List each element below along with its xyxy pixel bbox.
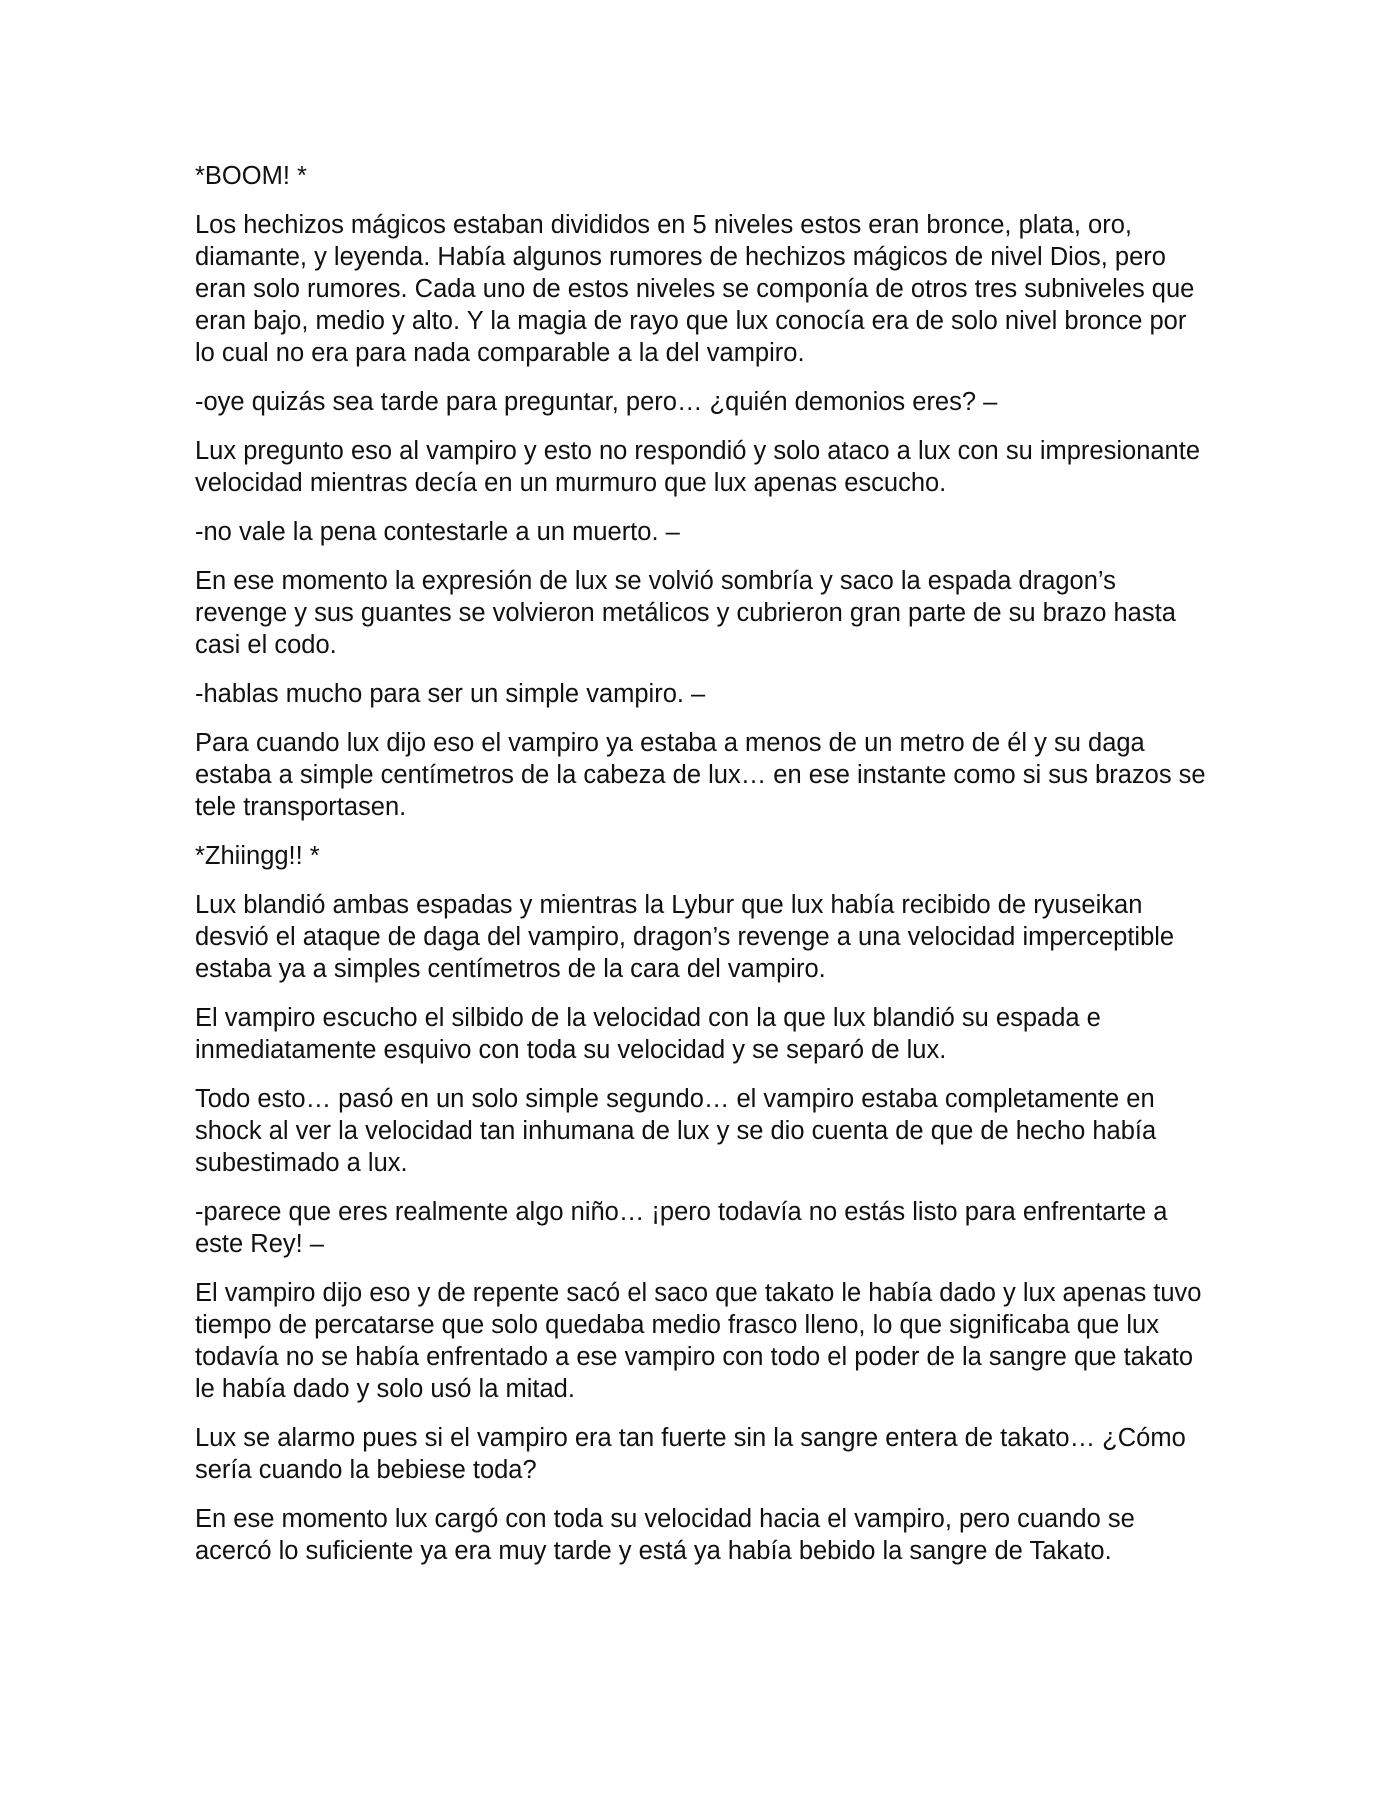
paragraph-dialogue-vampire: -no vale la pena contestarle a un muerto. – bbox=[195, 518, 680, 546]
paragraph-dialogue-king: -parece que eres realmente algo niño… ¡pero todavía no estás listo para enfrentarte a este Rey! – bbox=[195, 1198, 1168, 1258]
paragraph-lux-swords: Lux blandió ambas espadas y mientras la Lybur que lux había recibido de ryuseikan desvió el ataque de daga del vampiro, dragon’s revenge a una velocidad imperceptible estaba ya a simples centímetros de la cara del vampiro. bbox=[195, 891, 1175, 983]
paragraph-sound-effect-zhiingg: *Zhiingg!! * bbox=[195, 842, 320, 870]
paragraph-lux-alarmed: Lux se alarmo pues si el vampiro era tan fuerte sin la sangre entera de takato… ¿Cómo sería cuando la bebiese toda? bbox=[195, 1424, 1186, 1484]
paragraph-lux-charge: En ese momento lux cargó con toda su velocidad hacia el vampiro, pero cuando se acercó lo suficiente ya era muy tarde y está ya había bebido la sangre de Takato. bbox=[195, 1505, 1135, 1565]
paragraph-vampire-attack: Lux pregunto eso al vampiro y esto no respondió y solo ataco a lux con su impresionante velocidad mientras decía en un murmuro que lux apenas escucho. bbox=[195, 437, 1201, 497]
paragraph-one-second: Todo esto… pasó en un solo simple segundo… el vampiro estaba completamente en shock al ver la velocidad tan inhumana de lux y se dio cuenta de que de hecho había subestimado a lux. bbox=[195, 1085, 1157, 1177]
paragraph-lux-sword: En ese momento la expresión de lux se volvió sombría y saco la espada dragon’s revenge y sus guantes se volvieron metálicos y cubrieron gran parte de su brazo hasta casi el codo. bbox=[195, 567, 1176, 659]
document-body bbox=[195, 160, 1213, 1584]
paragraph-vampire-dagger: Para cuando lux dijo eso el vampiro ya estaba a menos de un metro de él y su daga estaba a simple centímetros de la cabeza de lux… en ese instante como si sus brazos se tele transportasen. bbox=[195, 729, 1206, 821]
paragraph-magic-levels: Los hechizos mágicos estaban divididos en 5 niveles estos eran bronce, plata, oro, diamante, y leyenda. Había algunos rumores de hechizos mágicos de nivel Dios, pero eran solo rumores. Cada uno de estos niveles se componía de otros tres subniveles que eran bajo, medio y alto. Y la magia de rayo que lux conocía era de solo nivel bronce por lo cual no era para nada comparable a la del vampiro. bbox=[195, 211, 1195, 367]
paragraph-vampire-dodge: El vampiro escucho el silbido de la velocidad con la que lux blandió su espada e inmediatamente esquivo con toda su velocidad y se separó de lux. bbox=[195, 1004, 1101, 1064]
paragraph-blood-flask: El vampiro dijo eso y de repente sacó el saco que takato le había dado y lux apenas tuvo tiempo de percatarse que solo quedaba medio frasco lleno, lo que significaba que lux todavía no se había enfrentado a ese vampiro con todo el poder de la sangre que takato le había dado y solo usó la mitad. bbox=[195, 1279, 1202, 1403]
paragraph-dialogue-lux: -hablas mucho para ser un simple vampiro. – bbox=[195, 680, 706, 708]
paragraph-sound-effect-boom: *BOOM! * bbox=[195, 162, 307, 190]
paragraph-dialogue-question: -oye quizás sea tarde para preguntar, pero… ¿quién demonios eres? – bbox=[195, 388, 998, 416]
